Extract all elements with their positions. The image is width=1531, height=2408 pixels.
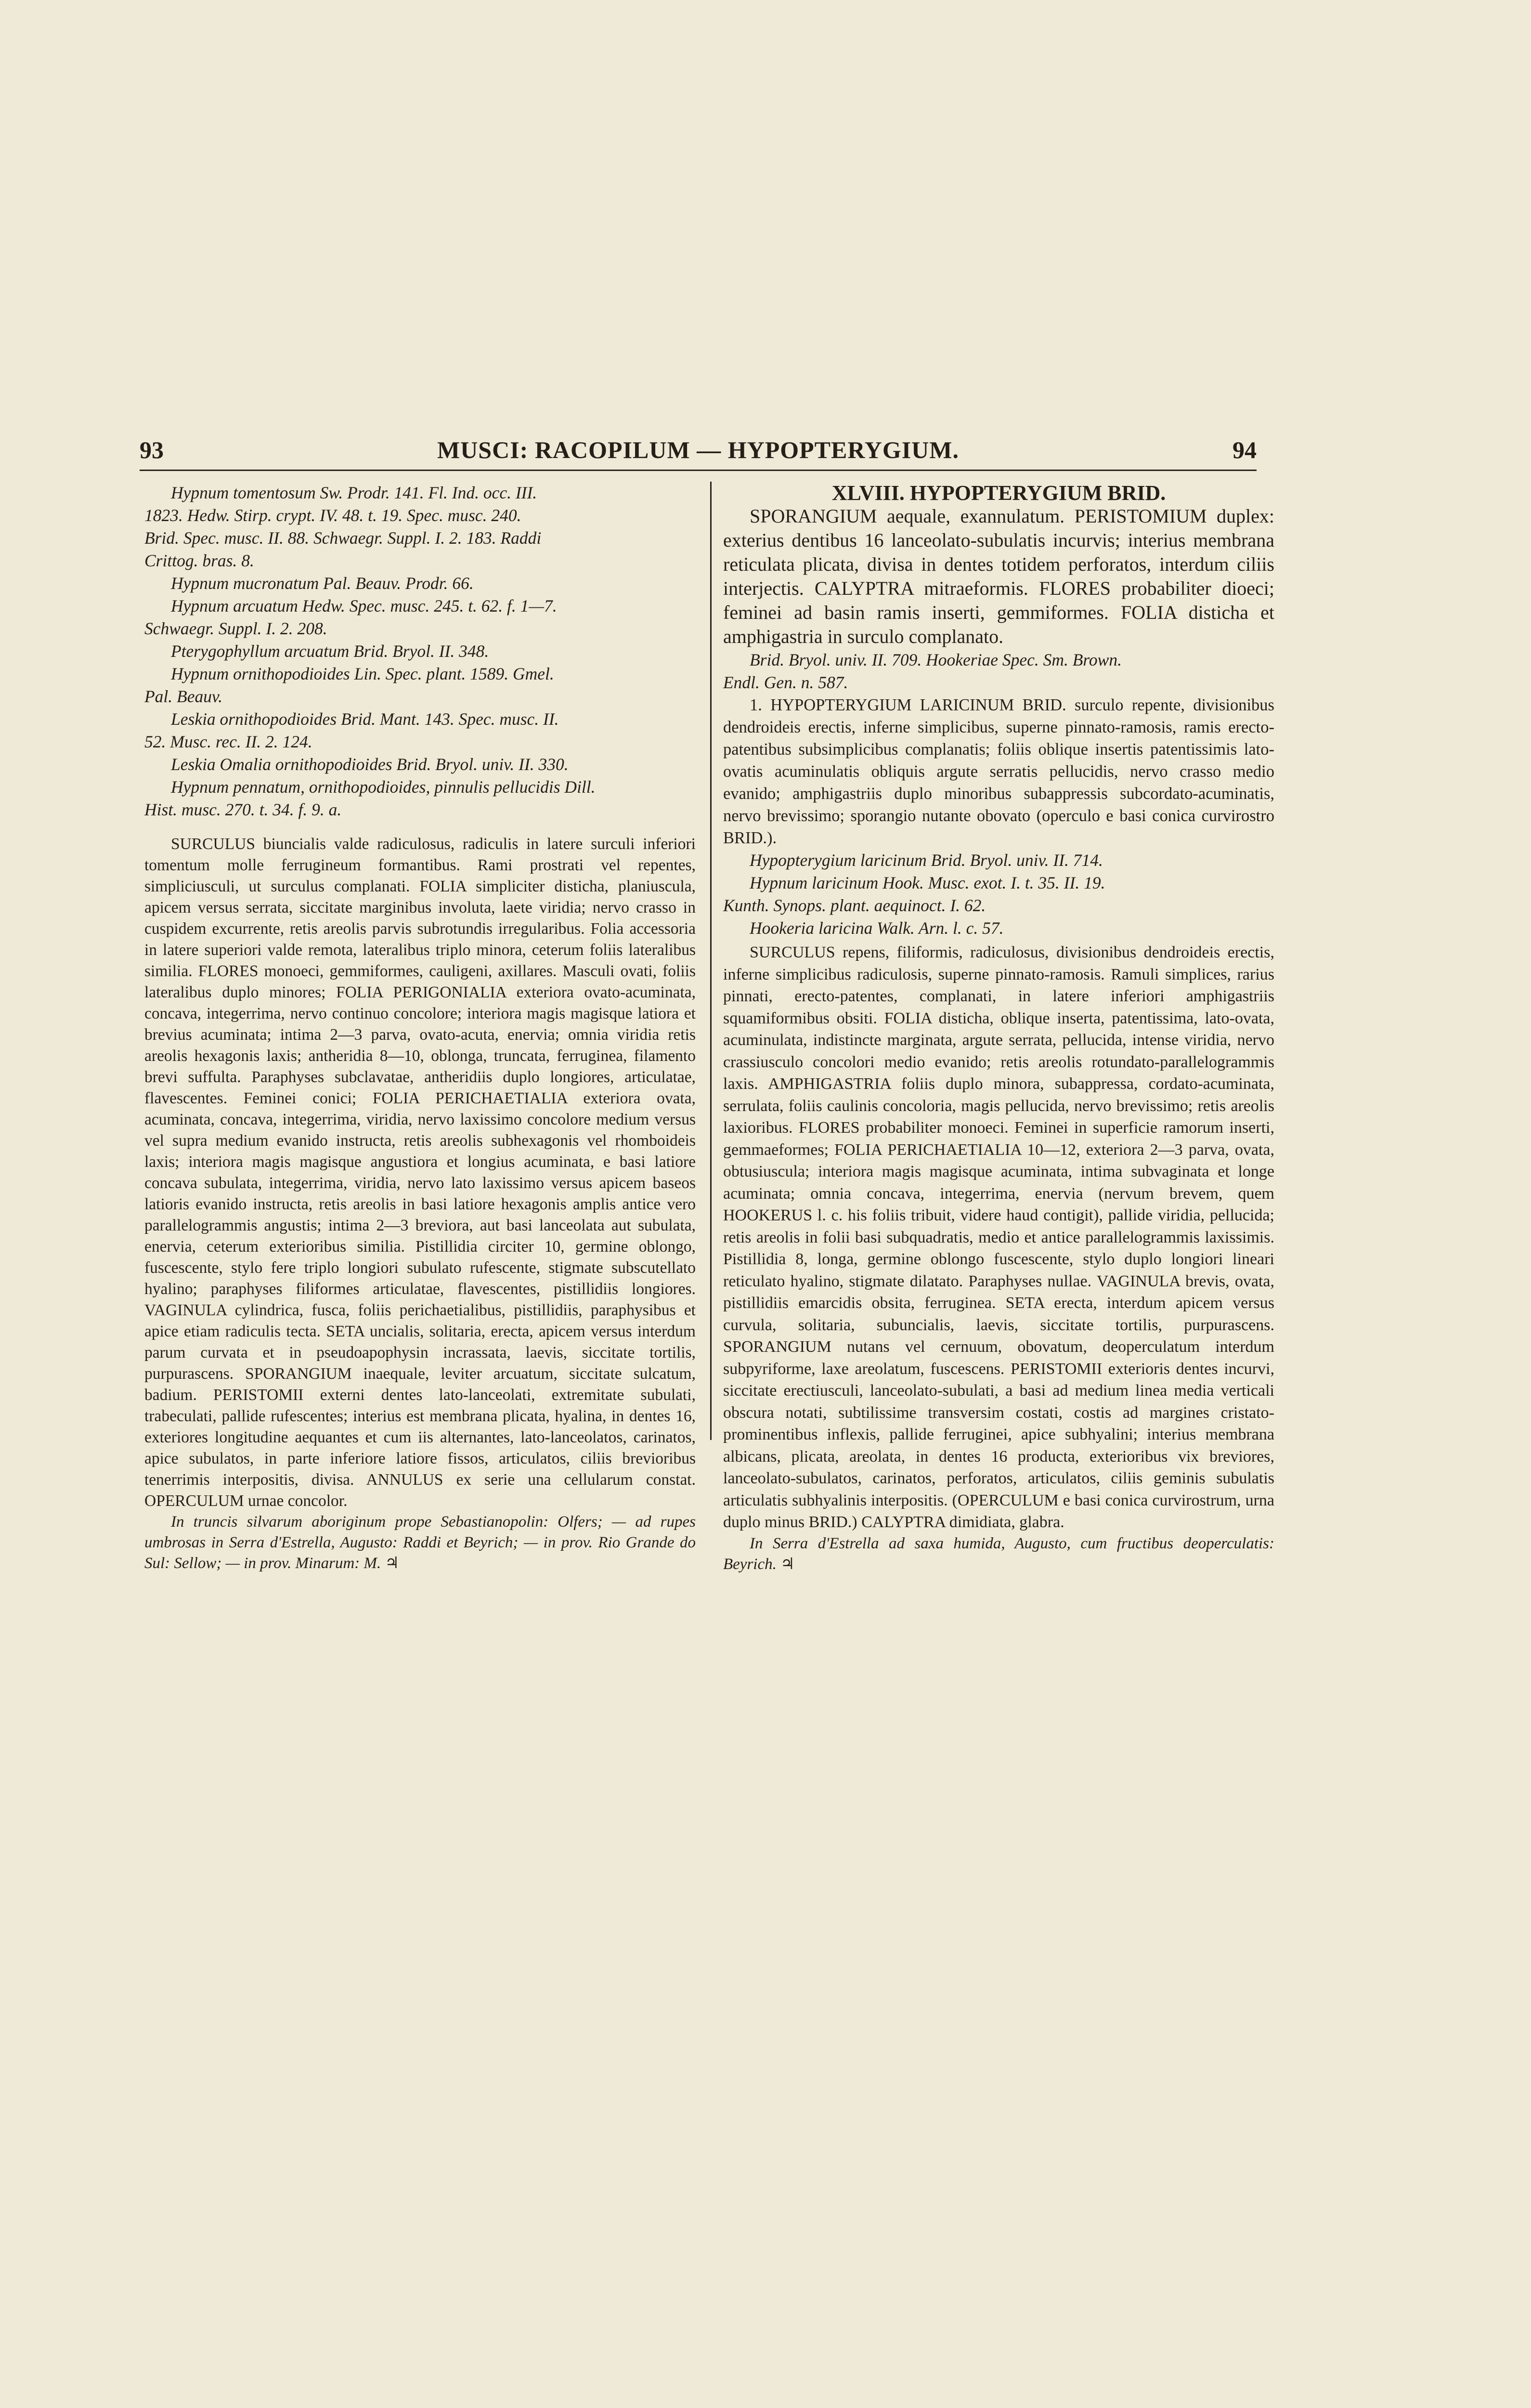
synonym-line: Hypopterygium laricinum Brid. Bryol. univ. II. 714.	[750, 851, 1103, 870]
column-divider	[710, 482, 712, 1440]
genus-title: XLVIII. HYPOPTERYGIUM BRID.	[831, 481, 1166, 505]
synonym-line: Leskia ornithopodioides Brid. Mant. 143. Spec. musc. II.	[171, 709, 559, 729]
synonym-line: Schwaegr. Suppl. I. 2. 208.	[144, 619, 327, 638]
left-description	[144, 834, 696, 1512]
right-page-number: 94	[1233, 436, 1257, 463]
left-page-number: 93	[140, 436, 164, 463]
synonym-line: 52. Musc. rec. II. 2. 124.	[144, 732, 312, 751]
left-column	[144, 482, 696, 1574]
synonym-line: Hypnum mucronatum Pal. Beauv. Prodr. 66.	[171, 574, 474, 593]
page-header	[140, 436, 1257, 470]
synonym-line: Hypnum laricinum Hook. Musc. exot. I. t. 35. II. 19.	[750, 873, 1105, 892]
synonym-line: Hookeria laricina Walk. Arn. l. c. 57.	[750, 918, 1004, 938]
synonym-line: Pal. Beauv.	[144, 687, 222, 706]
genus-diagnosis	[723, 504, 1274, 649]
genus-description: SPORANGIUM aequale, exannulatum. PERISTOMIUM duplex: exterius dentibus 16 lanceolato-subulatis incurvis; interius membrana reticulata plicata, divisa in dentes totidem perforatos, interdum ciliis interjectis. CALYPTRA mitraeformis. FLORES probabiliter dioeci; feminei ad basin ramis inserti, gemmiformes. FOLIA disticha et amphigastria in surculo complanato.	[723, 505, 1274, 647]
right-locality: In Serra d'Estrella ad saxa humida, Augusto, cum fructibus deoperculatis: Beyrich. ♃	[723, 1534, 1274, 1573]
synonym-line: Brid. Spec. musc. II. 88. Schwaegr. Suppl. I. 2. 183. Raddi	[144, 528, 542, 548]
synonym-line: Leskia Omalia ornithopodioides Brid. Bryol. univ. II. 330.	[171, 755, 569, 774]
genus-citation: Endl. Gen. n. 587.	[723, 673, 848, 692]
right-column	[723, 482, 1274, 1575]
header-rule	[140, 470, 1257, 471]
synonym-line: Hypnum pennatum, ornithopodioides, pinnulis pellucidis Dill.	[171, 777, 596, 797]
running-title: MUSCI: RACOPILUM — HYPOPTERYGIUM.	[437, 436, 959, 463]
left-locality: In truncis silvarum aboriginum prope Sebastianopolin: Olfers; — ad rupes umbrosas in Serra d'Estrella, Augusto: Raddi et Beyrich; — in prov. Rio Grande do Sul: Sellow; — in prov. Minarum: M. ♃	[144, 1513, 696, 1572]
synonym-line: Hypnum ornithopodioides Lin. Spec. plant. 1589. Gmel.	[171, 664, 554, 683]
synonym-line: Hist. musc. 270. t. 34. f. 9. a.	[144, 800, 342, 819]
synonym-line: Pterygophyllum arcuatum Brid. Bryol. II. 348.	[171, 641, 489, 661]
right-synonymy	[723, 849, 1274, 940]
synonym-line: 1823. Hedw. Stirp. crypt. IV. 48. t. 19. Spec. musc. 240.	[144, 506, 521, 525]
synonym-line: Hypnum arcuatum Hedw. Spec. musc. 245. t. 62. f. 1—7.	[171, 596, 557, 615]
species-heading: 1. HYPOPTERYGIUM LARICINUM BRID. surculo repente, divisionibus dendroideis erectis, inferne simplicibus, superne pinnato-ramosis, ramis erecto-patentibus subsimplicibus complanatis; foliis oblique insertis patentissimis lato-ovatis acuminulatis obliquis argute serratis pellucidis, nervo crasso medio evanido; amphigastriis duplo minoribus subappressis subcordato-acuminatis, nervo brevissimo; sporangio nutante obovato (operculo e basi conica curvirostro BRID.).	[723, 696, 1274, 847]
species-description: SURCULUS biuncialis valde radiculosus, radiculis in latere surculi inferiori tomentum molle ferrugineum formantibus. Rami prostrati vel repentes, simpliciusculi, ut surculus complanati. FOLIA simpliciter disticha, planiuscula, apicem versus serrata, siccitate marginibus involuta, laete viridia; nervo crasso in cuspidem excurrente, retis areolis parvis subrotundis irregularibus. Folia accessoria in latere superiori valde remota, lateralibus triplo minora, ceterum foliis lateralibus similia. FLORES monoeci, gemmiformes, cauligeni, axillares. Masculi ovati, foliis lateralibus duplo minores; FOLIA PERIGONIALIA exteriora ovato-acuminata, concava, integerrima, nervo continuo concolore; interiora magis magisque latiora et brevius acuminata; intima 2—3 parva, ovato-acuta, enervia; omnia viridia retis areolis hexagonis laxis; antheridia 8—10, oblonga, truncata, ferruginea, filamento brevi suffulta. Paraphyses subclavatae, antheridiis duplo longiores, articulatae, flavescentes. Feminei conici; FOLIA PERICHAETIALIA exteriora ovata, acuminata, concava, integerrima, viridia, nervo laxissimo concolore medium versus vel supra medium evanido instructa, retis areolis subhexagonis vel rhomboideis laxis; interiora magis magisque angustiora et longius acuminata, e basi latiore concava subulata, integerrima, viridia, nervo lato laxissimo versus apicem baseos latioris evanido instructa, retis areolis in basi latiore hexagonis amplis antice vero parallelogrammis angustis; intima 2—3 breviora, aut basi lanceolata aut subulata, enervia, ceterum exterioribus similia. Pistillidia circiter 10, germine oblongo, fuscescente, stylo fere triplo longiori subulato rufescente, stigmate subscutellato hyalino; paraphyses filiformes articulatae, flavescentes, pistillidiis longiores. VAGINULA cylindrica, fusca, foliis perichaetialibus, pistillidiis, paraphysibus et apice etiam radiculis tecta. SETA uncialis, solitaria, erecta, apicem versus interdum parum curvata et in pseudoapophysin incrassata, laevis, siccitate tortilis, purpurascens. SPORANGIUM inaequale, leviter arcuatum, siccitate sulcatum, badium. PERISTOMII externi dentes lato-lanceolati, extremitate subulati, trabeculati, pallide rufescentes; interius est membrana plicata, hyalina, in dentes 16, exteriores longitudine aequantes et cum iis alternantes, lato-lanceolatos, carinatos, apice subulatos, in parte inferiore latiore fissos, articulatos, ciliis brevioribus tenerrimis interpositis, divisa. ANNULUS ex serie una cellularum constat. OPERCULUM urnae concolor.	[144, 835, 696, 1510]
genus-citation: Brid. Bryol. univ. II. 709. Hookeriae Spec. Sm. Brown.	[750, 650, 1122, 669]
species-description: SURCULUS repens, filiformis, radiculosus, divisionibus dendroideis erectis, inferne simplicibus radiculosis, superne pinnato-ramosis. Ramuli simplices, rarius pinnati, erecto-patentes, complanati, in latere inferiori amphigastriis squamiformibus obsiti. FOLIA disticha, oblique inserta, patentissima, lato-ovata, acuminulata, indistincte marginata, argute serrata, pellucida, intense viridia, nervo crassiusculo concolori medio evanido; retis areolis rotundato-parallelogrammis laxis. AMPHIGASTRIA foliis duplo minora, subappressa, cordato-acuminata, serrulata, foliis caulinis concoloria, magis pellucida, nervo brevissimo; retis areolis laxioribus. FLORES probabiliter monoeci. Feminei in superficie ramorum inserti, gemmaeformes; FOLIA PERICHAETIALIA 10—12, exteriora 2—3 parva, ovata, obtusiuscula; interiora magis magisque acuminata, intima subvaginata et longe acuminata; omnia concava, integerrima, enervia (nervum brevem, quem HOOKERUS l. c. his foliis tribuit, videre haud contigit), pallide viridia, pellucida; retis areolis in folii basi subquadratis, medio et antice parallelogrammis laxissimis. Pistillidia 8, longa, germine oblongo fuscescente, stylo duplo longiori lineari reticulato hyalino, stigmate dilatato. Paraphyses nullae. VAGINULA brevis, ovata, pistillidiis emarcidis obsita, ferruginea. SETA erecta, interdum apicem versus curvula, solitaria, subuncialis, laevis, siccitate tortilis, purpurascens. SPORANGIUM nutans vel cernuum, obovatum, deoperculatum interdum subpyriforme, laxe areolatum, fuscescens. PERISTOMII exterioris dentes incurvi, siccitate erectiusculi, lanceolato-subulati, a basi ad medium linea media verticali obscura notati, subtilissime transversim costati, costis ad margines cristato-prominentibus inflexis, pallide ferruginei, apice subhyalini; interius membrana albicans, plicata, areolata, in dentes 16 producta, exterioribus vix breviores, lanceolato-subulatos, carinatos, perforatos, articulatos, ciliis geminis subulatis articulatis subhyalinis interpositis. (OPERCULUM e basi conica curvirostrum, urna duplo minus BRID.) CALYPTRA dimidiata, glabra.	[723, 943, 1274, 1531]
synonym-line: Kunth. Synops. plant. aequinoct. I. 62.	[723, 896, 986, 915]
synonym-line: Hypnum tomentosum Sw. Prodr. 141. Fl. Ind. occ. III.	[171, 483, 537, 502]
left-synonymy	[144, 482, 696, 821]
right-description	[723, 942, 1274, 1533]
synonym-line: Crittog. bras. 8.	[144, 551, 254, 570]
